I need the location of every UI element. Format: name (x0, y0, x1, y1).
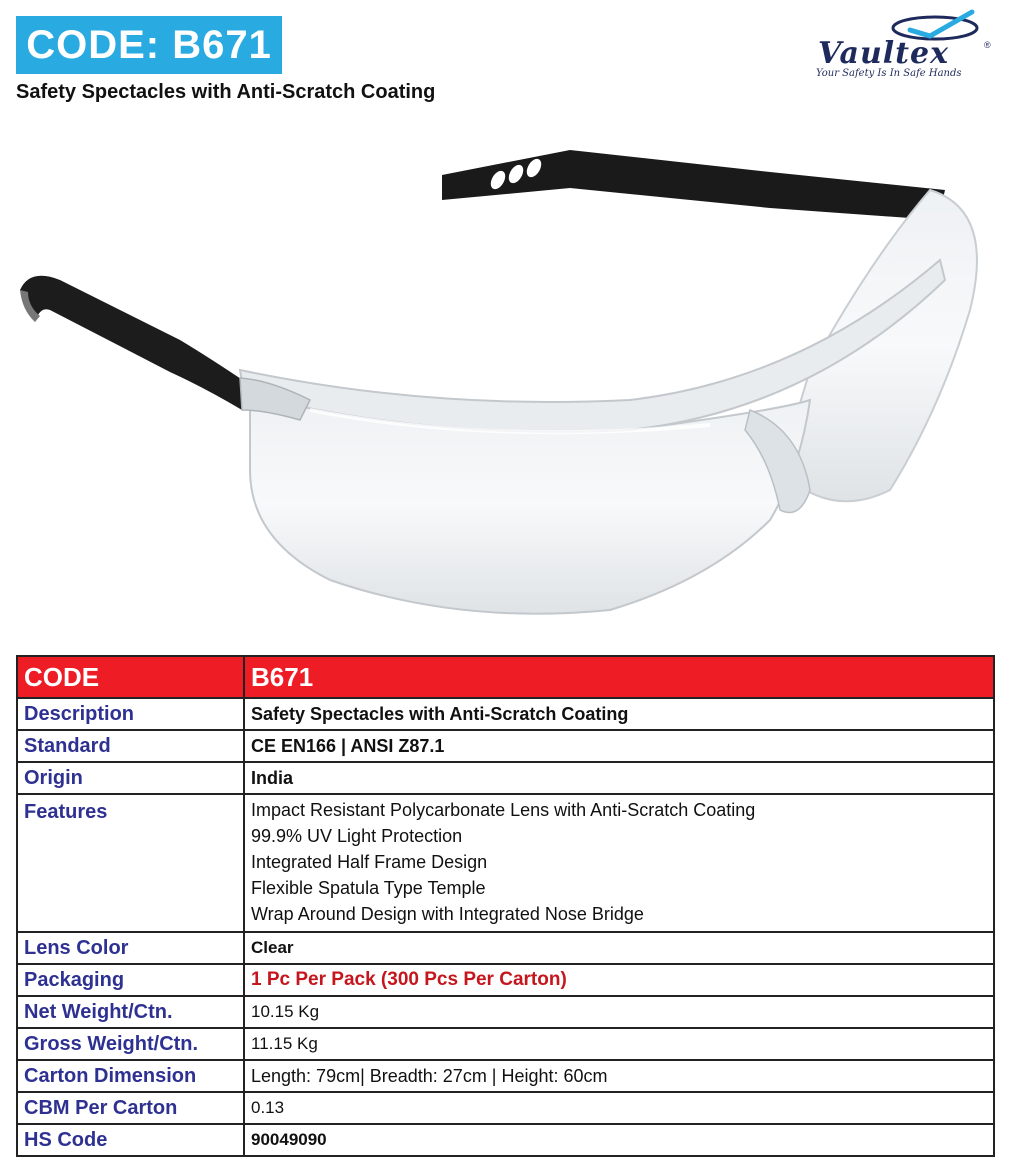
spec-value-carton-dimension: Length: 79cm| Breadth: 27cm | Height: 60cm (244, 1060, 994, 1092)
spec-value-description: Safety Spectacles with Anti-Scratch Coating (244, 698, 994, 730)
spec-value-standard: CE EN166 | ANSI Z87.1 (244, 730, 994, 762)
spec-row-carton-dimension (17, 1060, 994, 1092)
feature-item: Impact Resistant Polycarbonate Lens with Anti-Scratch Coating (251, 800, 756, 820)
spec-row-standard (17, 730, 994, 762)
spec-value-net-weight: 10.15 Kg (244, 996, 994, 1028)
spec-value-gross-weight: 11.15 Kg (244, 1028, 994, 1060)
product-subtitle: Safety Spectacles with Anti-Scratch Coating (16, 81, 436, 103)
spec-label-packaging: Packaging (17, 964, 244, 996)
spec-value-origin: India (244, 762, 994, 794)
spec-label-lens-color: Lens Color (17, 932, 244, 964)
spec-label-gross-weight: Gross Weight/Ctn. (17, 1028, 244, 1060)
spec-row-lens-color (17, 932, 994, 964)
spec-value-features (244, 794, 994, 932)
spec-row-cbm (17, 1092, 994, 1124)
spec-row-code (17, 656, 994, 698)
spec-row-description (17, 698, 994, 730)
spec-label-description: Description (17, 698, 244, 730)
spec-label-hs-code: HS Code (17, 1124, 244, 1156)
spec-value-lens-color: Clear (244, 932, 994, 964)
spec-value-code: B671 (244, 656, 994, 698)
spec-table (16, 655, 995, 1157)
spec-value-packaging: 1 Pc Per Pack (300 Pcs Per Carton) (244, 964, 994, 996)
spec-row-features (17, 794, 994, 932)
safety-glasses-illustration (10, 110, 995, 630)
feature-item: Wrap Around Design with Integrated Nose Bridge (251, 904, 644, 924)
spec-row-hs-code (17, 1124, 994, 1156)
spec-row-net-weight (17, 996, 994, 1028)
spec-row-packaging (17, 964, 994, 996)
spec-row-origin (17, 762, 994, 794)
logo-registered-mark: ® (984, 40, 991, 50)
spec-value-hs-code: 90049090 (244, 1124, 994, 1156)
logo-wordmark: Vaultex (818, 36, 949, 71)
spec-row-gross-weight (17, 1028, 994, 1060)
feature-item: Integrated Half Frame Design (251, 852, 488, 872)
product-code-banner: CODE: B671 (16, 16, 282, 74)
spec-label-cbm: CBM Per Carton (17, 1092, 244, 1124)
logo-tagline: Your Safety Is In Safe Hands (816, 68, 962, 79)
brand-logo (812, 8, 1002, 80)
spec-label-code: CODE (17, 656, 244, 698)
feature-item: 99.9% UV Light Protection (251, 826, 463, 846)
spec-label-net-weight: Net Weight/Ctn. (17, 996, 244, 1028)
spec-label-origin: Origin (17, 762, 244, 794)
spec-label-features: Features (17, 794, 244, 932)
feature-item: Flexible Spatula Type Temple (251, 878, 486, 898)
spec-value-cbm: 0.13 (244, 1092, 994, 1124)
spec-label-standard: Standard (17, 730, 244, 762)
spec-label-carton-dimension: Carton Dimension (17, 1060, 244, 1092)
